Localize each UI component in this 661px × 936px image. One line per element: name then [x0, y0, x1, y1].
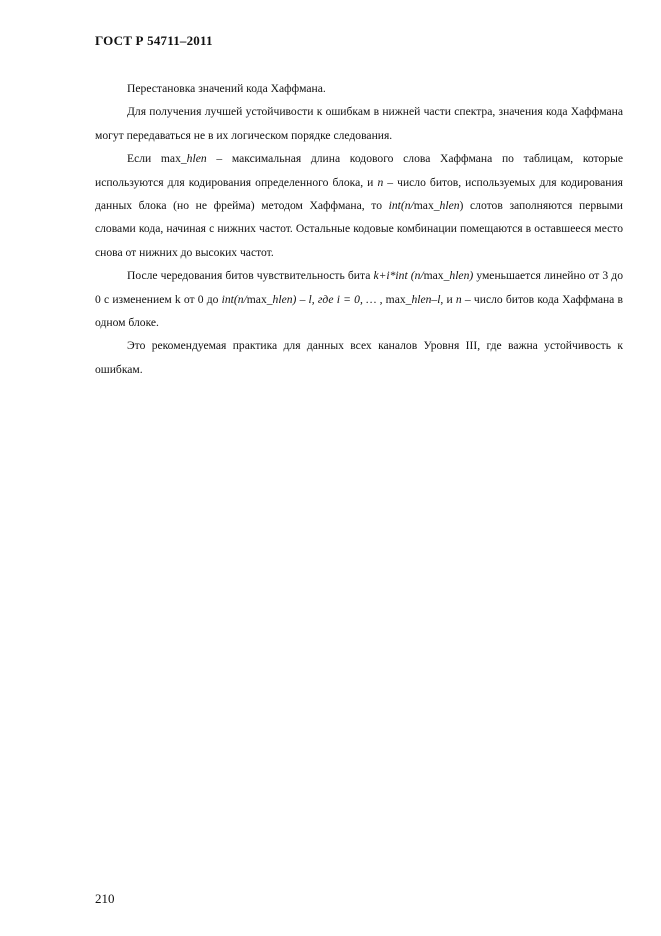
text-run-italic: n [455, 292, 462, 306]
paragraph-max-hlen-definition [95, 147, 623, 264]
text-run-italic: hlen [439, 199, 460, 213]
text-run: max_ [246, 292, 273, 306]
text-run-italic: hlen [186, 152, 207, 166]
paragraph-bit-sensitivity [95, 264, 623, 334]
text-run: уменьшается линейно от 3 до 0 с изменением k от 0 до [95, 269, 623, 306]
text-run-italic: hlen) [449, 269, 474, 283]
text-run-italic: hlen) – l, где i = 0, … , [272, 292, 383, 306]
text-run: слотов заполняются первыми словами кода, начиная с нижних частот. Остальные кодовые комбинации помещаются в оставшееся место снова от нижних до высоких частот. [95, 199, 623, 259]
page-number: 210 [95, 891, 115, 906]
paragraph-huffman-reordering-title: Перестановка значений кода Хаффмана. [127, 82, 326, 95]
text-run: max_ [413, 199, 440, 213]
paragraph-layer-iii-recommendation: Это рекомендуемая практика для данных всех каналов Уровня III, где важна устойчивость к ошибкам. [95, 339, 623, 376]
text-run-italic: k+i*int (n/ [373, 269, 424, 283]
document-body [95, 77, 623, 381]
text-run: После чередования битов чувствительность бита [127, 269, 374, 283]
text-run: – число битов, используемых для кодирования данных блока (но не фрейма) методом Хаффмана, то [95, 175, 623, 213]
text-run: – число битов кода Хаффмана в одном блоке. [95, 292, 623, 330]
text-run: max_ [382, 292, 412, 306]
text-run-italic: n [377, 175, 384, 189]
text-run: max_ [423, 269, 450, 283]
text-run-italic: int(n/ [388, 199, 414, 213]
text-run: Если max_ [127, 152, 187, 166]
paragraph-error-resilience: Для получения лучшей устойчивости к ошибкам в нижней части спектра, значения кода Хаффмана могут передаваться не в их логическом порядке следования. [95, 105, 623, 142]
text-run: , и [440, 292, 456, 306]
text-run: – максимальная длина кодового слова Хаффмана по таблицам, которые используются для кодирования определенного блока, и [95, 152, 624, 189]
text-run-italic: int(n/ [221, 292, 247, 306]
text-run: ) [459, 199, 464, 213]
text-run-italic: hlen–l [411, 292, 441, 306]
document-header: ГОСТ Р 54711–2011 [95, 33, 213, 48]
